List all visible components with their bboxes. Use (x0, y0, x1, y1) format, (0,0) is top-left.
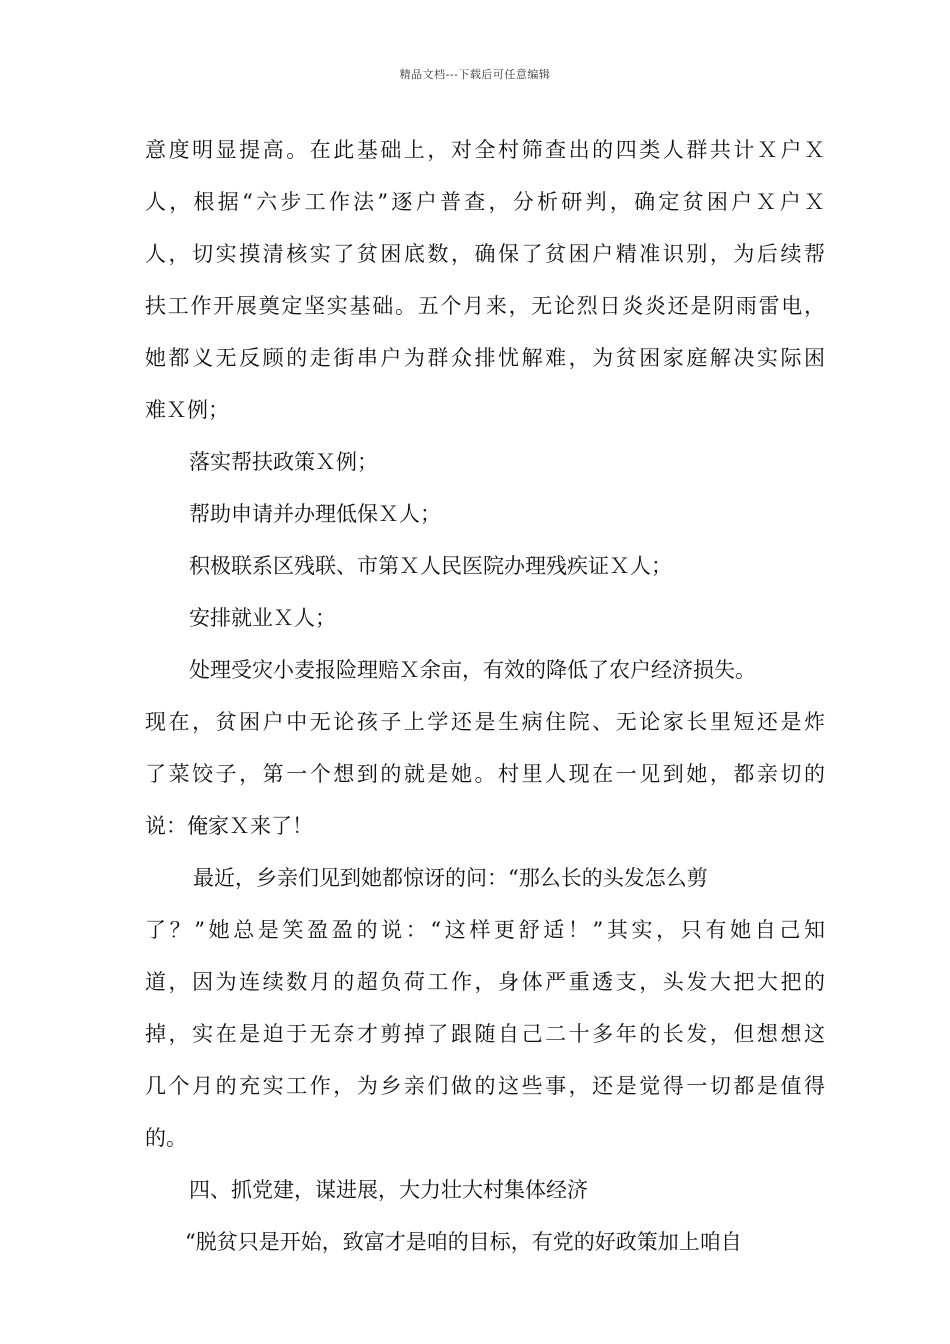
paragraph-line: 掉，实在是迫于无奈才剪掉了跟随自己二十多年的长发，但想想这 (145, 1022, 825, 1046)
list-item: 帮助申请并办理低保Ｘ人； (189, 502, 441, 526)
paragraph-line: 扶工作开展奠定坚实基础。五个月来，无论烈日炎炎还是阴雨雷电， (145, 294, 825, 318)
paragraph-line: 难Ｘ例； (145, 398, 229, 422)
page-header: 精品文档---下载后可任意编辑 (399, 68, 551, 81)
paragraph-line: 了？”她总是笑盈盈的说：“这样更舒适！”其实，只有她自己知 (145, 918, 825, 942)
paragraph-line: 几个月的充实工作，为乡亲们做的这些事，还是觉得一切都是值得 (145, 1074, 825, 1098)
paragraph-line: 人，切实摸清核实了贫困底数，确保了贫困户精准识别，为后续帮 (145, 242, 825, 266)
paragraph-line: 的。 (145, 1126, 187, 1150)
section-heading: 四、抓党建，谋进展，大力壮大村集体经济 (189, 1178, 588, 1202)
paragraph-line: 现在，贫困户中无论孩子上学还是生病住院、无论家长里短还是炸 (145, 710, 825, 734)
list-item: 积极联系区残联、市第Ｘ人民医院办理残疾证Ｘ人； (189, 554, 672, 578)
paragraph-line: 她都义无反顾的走街串户为群众排忧解难，为贫困家庭解决实际困 (145, 346, 825, 370)
list-item: 落实帮扶政策Ｘ例； (189, 450, 378, 474)
list-item: 安排就业Ｘ人； (189, 606, 336, 630)
paragraph-line: 说：俺家Ｘ来了！ (145, 814, 313, 838)
paragraph-line: 人，根据“六步工作法”逐户普查，分析研判，确定贫困户Ｘ户Ｘ (145, 190, 825, 214)
paragraph-line: 处理受灾小麦报险理赔Ｘ余亩，有效的降低了农户经济损失。 (189, 658, 756, 682)
document-body (145, 132, 825, 1276)
paragraph-line: 最近，乡亲们见到她都惊讶的问：“那么长的头发怎么剪 (193, 866, 708, 890)
paragraph-line: 了菜饺子，第一个想到的就是她。村里人现在一见到她，都亲切的 (145, 762, 825, 786)
paragraph-line: “脱贫只是开始，致富才是咱的目标，有党的好政策加上咱自 (185, 1230, 742, 1254)
paragraph-line: 道，因为连续数月的超负荷工作，身体严重透支，头发大把大把的 (145, 970, 825, 994)
paragraph-line: 意度明显提高。在此基础上，对全村筛查出的四类人群共计Ｘ户Ｘ (145, 138, 825, 162)
